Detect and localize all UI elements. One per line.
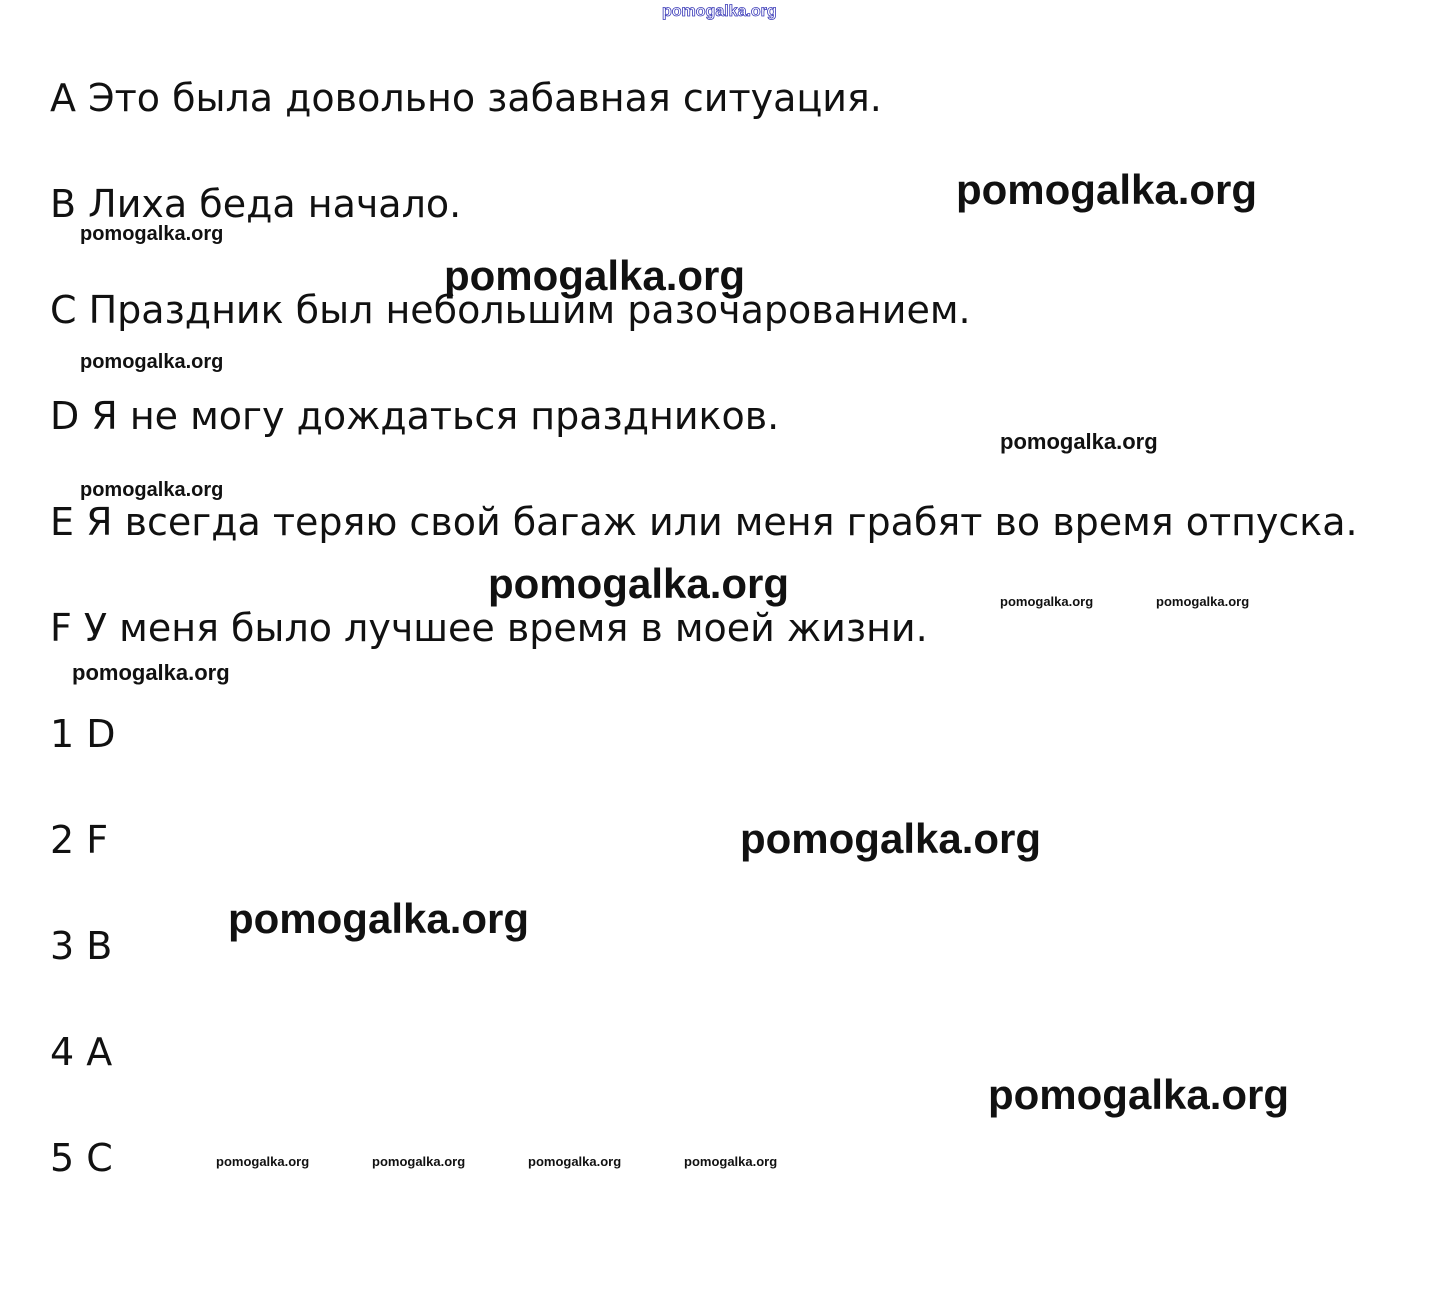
watermark: pomogalka.org <box>1156 594 1250 609</box>
watermark: pomogalka.org <box>488 560 790 607</box>
header-watermark: pomogalka.org <box>662 3 777 20</box>
statement-c: C Праздник был небольшим разочарованием. <box>50 288 971 332</box>
statement-f: F У меня было лучшее время в моей жизни. <box>50 606 928 650</box>
watermark: pomogalka.org <box>228 895 530 942</box>
watermark: pomogalka.org <box>988 1071 1290 1118</box>
statement-d: D Я не могу дождаться праздников. <box>50 394 780 438</box>
watermark: pomogalka.org <box>444 252 746 299</box>
watermark: pomogalka.org <box>956 166 1258 213</box>
watermark: pomogalka.org <box>80 223 224 245</box>
answer-3: 3 B <box>50 924 113 968</box>
watermark: pomogalka.org <box>528 1154 622 1169</box>
statement-e: E Я всегда теряю свой багаж или меня грабят во время отпуска. <box>50 500 1358 544</box>
watermark: pomogalka.org <box>1000 594 1094 609</box>
watermark: pomogalka.org <box>216 1154 310 1169</box>
watermark: pomogalka.org <box>72 660 230 685</box>
watermark: pomogalka.org <box>80 351 224 373</box>
statement-a: A Это была довольно забавная ситуация. <box>50 76 882 120</box>
watermark: pomogalka.org <box>1000 429 1158 454</box>
answer-1: 1 D <box>50 712 116 756</box>
statement-b: B Лиха беда начало. <box>50 182 462 226</box>
watermark: pomogalka.org <box>372 1154 466 1169</box>
answer-4: 4 A <box>50 1030 113 1074</box>
watermark: pomogalka.org <box>684 1154 778 1169</box>
answer-2: 2 F <box>50 818 109 862</box>
watermark: pomogalka.org <box>80 479 224 501</box>
watermark: pomogalka.org <box>740 815 1042 862</box>
answer-5: 5 C <box>50 1136 113 1180</box>
